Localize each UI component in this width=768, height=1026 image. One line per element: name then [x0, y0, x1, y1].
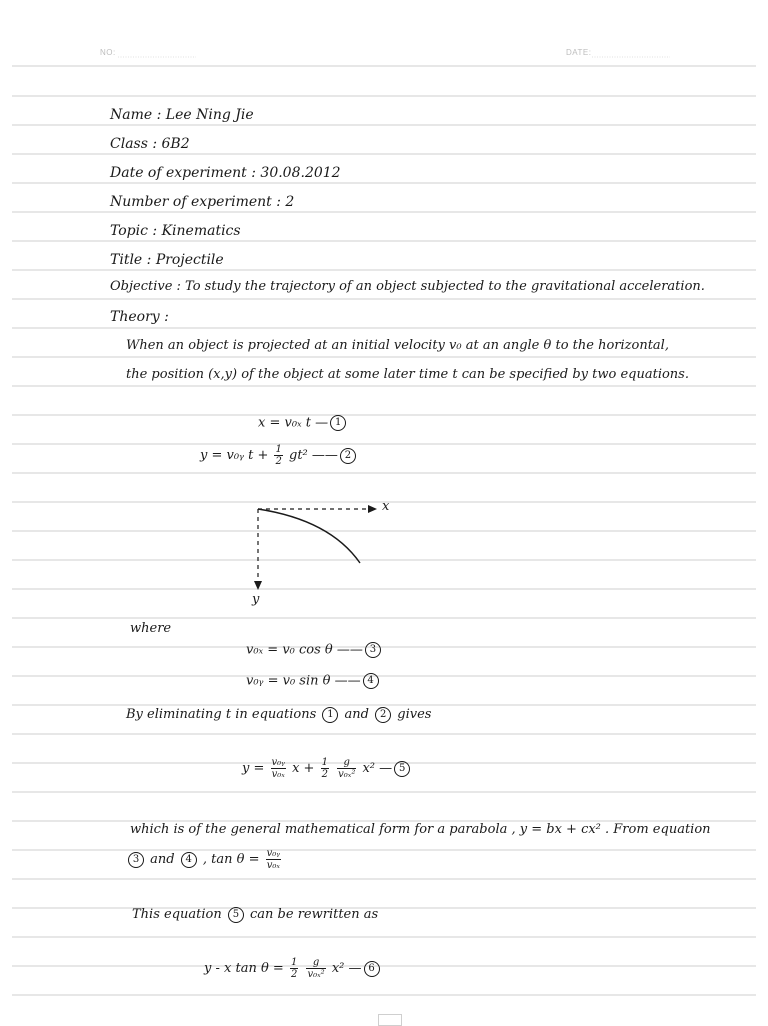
title-line: Title : Projectile: [110, 252, 224, 268]
equation-6-f2-den: v₀ₓ²: [307, 969, 325, 980]
page-footer-mark: [378, 1014, 402, 1026]
objective-line: Objective : To study the trajectory of an object subjected to the gravitational acceleration.: [110, 279, 705, 294]
rewrite-text-b: can be rewritten as: [250, 907, 379, 922]
rewrite-line: [132, 906, 378, 924]
trajectory-curve: [258, 509, 360, 563]
equation-5-fraction-3: [337, 757, 356, 780]
equation-5-f3-num: g: [337, 757, 356, 769]
where-label: where: [130, 621, 172, 636]
equation-6-f1-num: 1: [290, 957, 298, 968]
x-axis-arrowhead: [368, 505, 377, 513]
equation-3: [246, 642, 383, 659]
diagram-x-label: x: [382, 499, 390, 514]
name-line: Name : Lee Ning Jie: [110, 107, 254, 123]
equation-6-f1-den: 2: [290, 969, 298, 980]
equation-number-3: 3: [365, 642, 381, 658]
diagram-y-label: y: [252, 592, 260, 607]
equation-5-fraction-1: [271, 757, 286, 780]
equation-5: [242, 757, 412, 780]
equation-number-2: 2: [340, 448, 356, 464]
equation-5-right: x² —: [362, 761, 393, 776]
equation-1: [258, 415, 348, 432]
equation-2-half: [274, 444, 282, 467]
theory-paragraph-line-1: When an object is projected at an initial velocity v₀ at an angle θ to the horizontal,: [126, 338, 669, 353]
equation-5-left: y =: [242, 761, 265, 776]
equation-4: [246, 673, 381, 690]
topic-line: Topic : Kinematics: [110, 223, 241, 239]
header-date-label: DATE:: [566, 48, 592, 57]
tan-ref-4: 4: [181, 852, 197, 868]
equation-6-right: x² —: [331, 961, 362, 976]
equation-number-6: 6: [364, 961, 380, 977]
equation-2: [200, 444, 358, 467]
equation-2-right: gt² ——: [289, 448, 338, 463]
equation-5-f1-den: v₀ₓ: [271, 769, 285, 780]
rewrite-text-a: This equation: [132, 907, 222, 922]
elimination-text-c: gives: [397, 707, 432, 722]
equation-5-mid: x +: [292, 761, 315, 776]
equation-6-left: y - x tan θ =: [204, 961, 284, 976]
tan-line: [126, 848, 283, 871]
tan-num: v₀ᵧ: [266, 848, 281, 859]
equation-number-5: 5: [394, 761, 410, 777]
equation-2-half-num: 1: [275, 444, 282, 455]
rewrite-ref-5: 5: [228, 907, 244, 923]
equation-6-fraction-1: [290, 957, 298, 980]
general-form-line: which is of the general mathematical form for a parabola , y = bx + cx² . From equation: [130, 822, 711, 837]
elimination-ref-1: 1: [322, 707, 338, 723]
equation-number-4: 4: [363, 673, 379, 689]
equation-5-fraction-2: [321, 757, 329, 780]
elimination-ref-2: 2: [375, 707, 391, 723]
equation-number-1: 1: [330, 415, 346, 431]
elimination-text-b: and: [344, 707, 369, 722]
equation-5-f3-den: v₀ₓ²: [338, 769, 356, 780]
equation-6-f2-num: g: [306, 957, 325, 969]
elimination-text-a: By eliminating t in equations: [126, 707, 317, 722]
equation-3-text: v₀ₓ = v₀ cos θ ——: [246, 642, 363, 658]
header-no-label: NO:: [100, 48, 116, 57]
elimination-line: [126, 706, 431, 724]
theory-paragraph-line-2: the position (x,y) of the object at some later time t can be specified by two equations.: [126, 367, 689, 382]
equation-5-f2-den: 2: [321, 769, 328, 780]
tan-fraction: [266, 848, 281, 871]
equation-2-half-den: 2: [275, 456, 282, 467]
class-line: Class : 6B2: [110, 136, 190, 152]
date-line: Date of experiment : 30.08.2012: [110, 165, 341, 181]
tan-den: v₀ₓ: [266, 860, 280, 871]
equation-5-f2-num: 1: [321, 757, 328, 768]
equation-1-text: x = v₀ₓ t —: [258, 415, 329, 431]
equation-4-text: v₀ᵧ = v₀ sin θ ——: [246, 673, 361, 689]
number-line: Number of experiment : 2: [110, 194, 295, 210]
equation-6-fraction-2: [306, 957, 325, 980]
tan-text: , tan θ =: [202, 852, 260, 867]
tan-and-text: and: [150, 852, 175, 867]
tan-ref-3: 3: [128, 852, 144, 868]
equation-6: [204, 957, 382, 980]
theory-heading: Theory :: [110, 309, 169, 325]
equation-5-f1-num: v₀ᵧ: [271, 757, 285, 768]
y-axis-arrowhead: [254, 581, 262, 590]
equation-2-left: y = v₀ᵧ t +: [200, 448, 269, 463]
